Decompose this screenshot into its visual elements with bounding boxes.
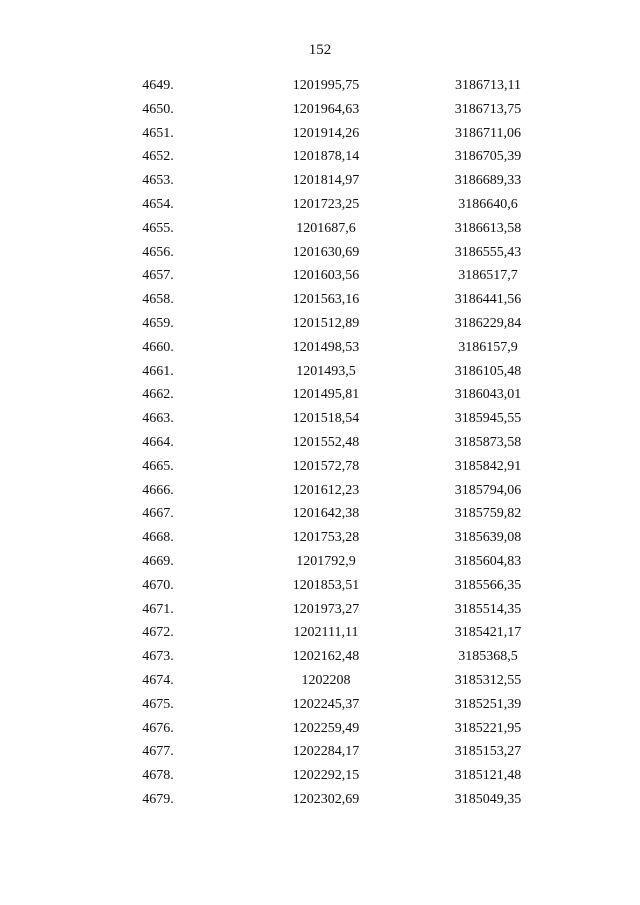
x-coordinate-cell: 1201512,89	[292, 315, 360, 331]
page-number: 152	[308, 42, 332, 58]
table-row	[0, 455, 640, 479]
y-coordinate-cell: 3185566,35	[454, 577, 522, 593]
y-coordinate-cell: 3185604,83	[454, 553, 522, 569]
y-coordinate-cell: 3186640,6	[458, 196, 518, 212]
point-number-cell: 4657.	[142, 268, 174, 284]
y-coordinate-cell: 3185153,27	[454, 744, 522, 760]
x-coordinate-cell: 1202245,37	[292, 696, 360, 712]
y-coordinate-cell: 3185049,35	[454, 791, 522, 807]
point-number-cell: 4677.	[142, 744, 174, 760]
table-row	[0, 502, 640, 526]
x-coordinate-cell: 1201630,69	[292, 244, 360, 260]
table-row	[0, 621, 640, 645]
x-coordinate-cell: 1202259,49	[292, 720, 360, 736]
table-row	[0, 740, 640, 764]
table-row	[0, 693, 640, 717]
point-number-cell: 4668.	[142, 530, 174, 546]
table-row	[0, 145, 640, 169]
table-row	[0, 717, 640, 741]
point-number-cell: 4669.	[142, 553, 174, 569]
x-coordinate-cell: 1201603,56	[292, 268, 360, 284]
table-row	[0, 407, 640, 431]
y-coordinate-cell: 3185842,91	[454, 458, 522, 474]
y-coordinate-cell: 3185421,17	[454, 625, 522, 641]
x-coordinate-cell: 1202292,15	[292, 768, 360, 784]
y-coordinate-cell: 3185639,08	[454, 530, 522, 546]
y-coordinate-cell: 3185945,55	[454, 411, 522, 427]
x-coordinate-cell: 1202284,17	[292, 744, 360, 760]
x-coordinate-cell: 1202111,11	[293, 625, 359, 641]
x-coordinate-cell: 1201753,28	[292, 530, 360, 546]
point-number-cell: 4666.	[142, 482, 174, 498]
x-coordinate-cell: 1201495,81	[292, 387, 360, 403]
y-coordinate-cell: 3185794,06	[454, 482, 522, 498]
y-coordinate-cell: 3185873,58	[454, 434, 522, 450]
y-coordinate-cell: 3186613,58	[454, 220, 522, 236]
x-coordinate-cell: 1201552,48	[292, 434, 360, 450]
x-coordinate-cell: 1201518,54	[292, 411, 360, 427]
table-row	[0, 669, 640, 693]
x-coordinate-cell: 1201493,5	[296, 363, 356, 379]
y-coordinate-cell: 3185121,48	[454, 768, 522, 784]
table-row	[0, 312, 640, 336]
x-coordinate-cell: 1202162,48	[292, 649, 360, 665]
point-number-cell: 4672.	[142, 625, 174, 641]
point-number-cell: 4663.	[142, 411, 174, 427]
x-coordinate-cell: 1201687,6	[296, 220, 356, 236]
table-row	[0, 788, 640, 812]
x-coordinate-cell: 1201853,51	[292, 577, 360, 593]
table-row	[0, 479, 640, 503]
point-number-cell: 4660.	[142, 339, 174, 355]
x-coordinate-cell: 1201723,25	[292, 196, 360, 212]
table-row	[0, 431, 640, 455]
x-coordinate-cell: 1201563,16	[292, 292, 360, 308]
table-row	[0, 288, 640, 312]
point-number-cell: 4651.	[142, 125, 174, 141]
table-row	[0, 241, 640, 265]
x-coordinate-cell: 1202302,69	[292, 791, 360, 807]
point-number-cell: 4656.	[142, 244, 174, 260]
table-row	[0, 264, 640, 288]
point-number-cell: 4675.	[142, 696, 174, 712]
y-coordinate-cell: 3186705,39	[454, 149, 522, 165]
y-coordinate-cell: 3186105,48	[454, 363, 522, 379]
point-number-cell: 4670.	[142, 577, 174, 593]
table-row	[0, 360, 640, 384]
y-coordinate-cell: 3185514,35	[454, 601, 522, 617]
y-coordinate-cell: 3186043,01	[454, 387, 522, 403]
y-coordinate-cell: 3185759,82	[454, 506, 522, 522]
y-coordinate-cell: 3185368,5	[458, 649, 518, 665]
point-number-cell: 4678.	[142, 768, 174, 784]
y-coordinate-cell: 3186229,84	[454, 315, 522, 331]
y-coordinate-cell: 3185251,39	[454, 696, 522, 712]
y-coordinate-cell: 3186517,7	[458, 268, 518, 284]
point-number-cell: 4671.	[142, 601, 174, 617]
y-coordinate-cell: 3186713,75	[454, 101, 522, 117]
table-row	[0, 383, 640, 407]
point-number-cell: 4655.	[142, 220, 174, 236]
x-coordinate-cell: 1201792,9	[296, 553, 356, 569]
table-row	[0, 550, 640, 574]
table-row	[0, 764, 640, 788]
x-coordinate-cell: 1201572,78	[292, 458, 360, 474]
table-row	[0, 98, 640, 122]
point-number-cell: 4661.	[142, 363, 174, 379]
point-number-cell: 4650.	[142, 101, 174, 117]
point-number-cell: 4649.	[142, 78, 174, 93]
y-coordinate-cell: 3185312,55	[454, 672, 522, 688]
point-number-cell: 4665.	[142, 458, 174, 474]
x-coordinate-cell: 1201814,97	[292, 173, 360, 189]
x-coordinate-cell: 1201642,38	[292, 506, 360, 522]
y-coordinate-cell: 3186711,06	[455, 125, 521, 141]
x-coordinate-cell: 1201914,26	[292, 125, 360, 141]
table-row	[0, 169, 640, 193]
table-row	[0, 645, 640, 669]
x-coordinate-cell: 1201973,27	[292, 601, 360, 617]
point-number-cell: 4673.	[142, 649, 174, 665]
point-number-cell: 4662.	[142, 387, 174, 403]
y-coordinate-cell: 3185221,95	[454, 720, 522, 736]
x-coordinate-cell: 1201964,63	[292, 101, 360, 117]
x-coordinate-cell: 1201878,14	[292, 149, 360, 165]
point-number-cell: 4654.	[142, 196, 174, 212]
table-row	[0, 217, 640, 241]
x-coordinate-cell: 1201995,75	[292, 78, 360, 93]
point-number-cell: 4674.	[142, 672, 174, 688]
point-number-cell: 4653.	[142, 173, 174, 189]
x-coordinate-cell: 1202208	[301, 672, 351, 688]
y-coordinate-cell: 3186157,9	[458, 339, 518, 355]
point-number-cell: 4664.	[142, 434, 174, 450]
table-row	[0, 598, 640, 622]
table-row	[0, 526, 640, 550]
table-row	[0, 122, 640, 146]
table-row	[0, 193, 640, 217]
table-row	[0, 336, 640, 360]
y-coordinate-cell: 3186555,43	[454, 244, 522, 260]
table-row	[0, 74, 640, 98]
point-number-cell: 4652.	[142, 149, 174, 165]
point-number-cell: 4676.	[142, 720, 174, 736]
point-number-cell: 4679.	[142, 791, 174, 807]
y-coordinate-cell: 3186713,11	[455, 78, 521, 93]
table-row	[0, 574, 640, 598]
point-number-cell: 4667.	[142, 506, 174, 522]
coordinate-table	[0, 74, 640, 812]
point-number-cell: 4658.	[142, 292, 174, 308]
y-coordinate-cell: 3186689,33	[454, 173, 522, 189]
y-coordinate-cell: 3186441,56	[454, 292, 522, 308]
point-number-cell: 4659.	[142, 315, 174, 331]
x-coordinate-cell: 1201612,23	[292, 482, 360, 498]
x-coordinate-cell: 1201498,53	[292, 339, 360, 355]
